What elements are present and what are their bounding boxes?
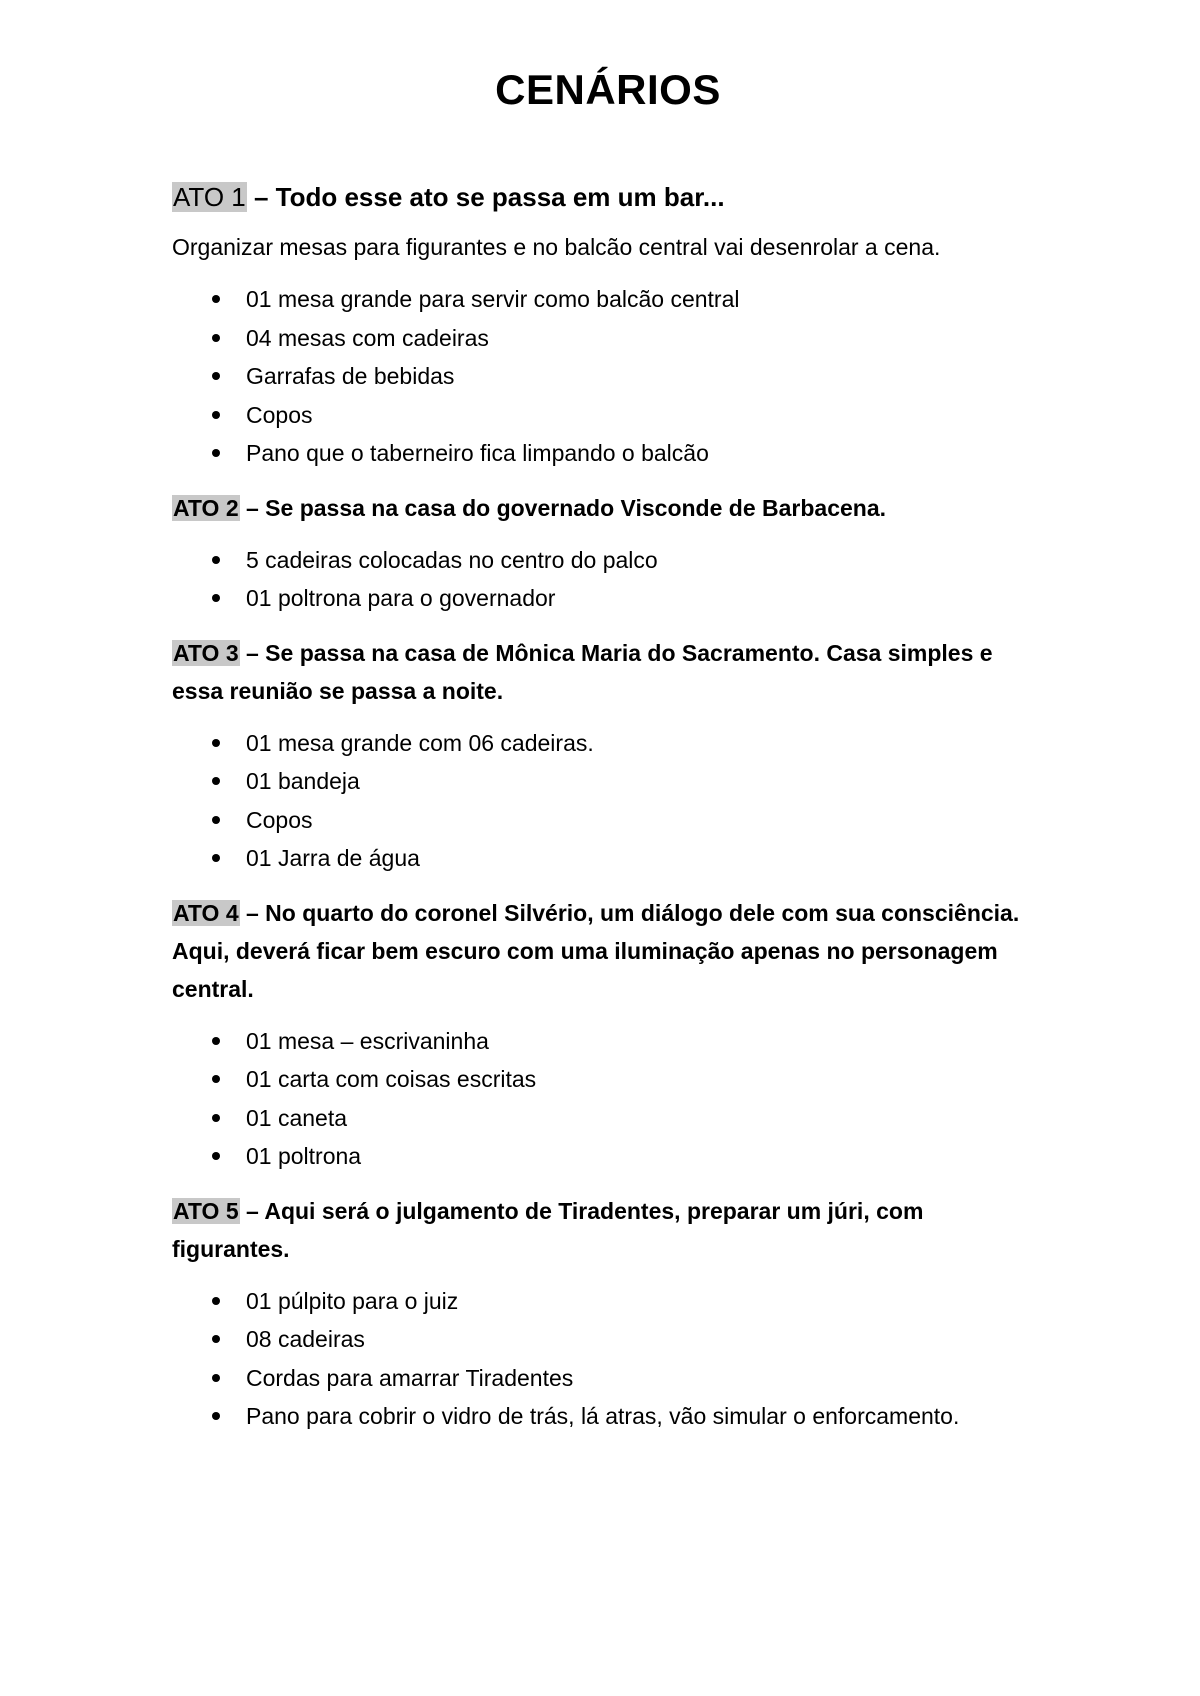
- bullet-icon: [212, 1037, 220, 1045]
- list-item: [172, 762, 1020, 801]
- act-description: – No quarto do coronel Silvério, um diálogo dele com sua consciência. Aqui, deverá ficar bem escuro com uma iluminação apenas no personagem central.: [172, 899, 1020, 1002]
- list-item-text: Copos: [246, 401, 313, 428]
- list-item: [172, 839, 1020, 878]
- prop-list: [172, 280, 1020, 473]
- list-item-text: Pano para cobrir o vidro de trás, lá atras, vão simular o enforcamento.: [246, 1403, 960, 1429]
- bullet-icon: [212, 1075, 220, 1083]
- act-description: – Se passa na casa do governado Visconde de Barbacena.: [239, 494, 887, 521]
- list-item: [172, 1060, 1020, 1099]
- bullet-icon: [212, 556, 220, 564]
- act-2-section: [172, 489, 1020, 618]
- list-item: [172, 1022, 1020, 1061]
- list-item: [172, 801, 1020, 840]
- bullet-icon: [212, 1114, 220, 1122]
- bullet-icon: [212, 854, 220, 862]
- list-item-text: 01 poltrona para o governador: [246, 585, 556, 611]
- list-item: [172, 434, 1020, 473]
- bullet-icon: [212, 411, 220, 419]
- bullet-icon: [212, 739, 220, 747]
- bullet-icon: [212, 295, 220, 303]
- act-heading: [172, 489, 1020, 527]
- bullet-icon: [212, 816, 220, 824]
- list-item: [172, 1099, 1020, 1138]
- bullet-icon: [212, 372, 220, 380]
- list-item: [172, 396, 1020, 435]
- bullet-icon: [212, 1297, 220, 1305]
- list-item: [172, 1359, 1020, 1398]
- list-item: [172, 280, 1020, 319]
- list-item: [172, 319, 1020, 358]
- act-heading: [172, 634, 1020, 710]
- list-item: [172, 541, 1020, 580]
- list-item-text: 01 púlpito para o juiz: [246, 1287, 459, 1314]
- list-item-text: 01 poltrona: [246, 1143, 362, 1169]
- act-1-section: [172, 178, 1020, 473]
- list-item-text: 08 cadeiras: [246, 1326, 365, 1352]
- bullet-icon: [212, 1412, 220, 1420]
- prop-list: [172, 1282, 1020, 1436]
- bullet-icon: [212, 594, 220, 602]
- act-label: ATO 3: [173, 639, 239, 666]
- act-label: ATO 4: [173, 899, 239, 926]
- list-item: [172, 1397, 1020, 1436]
- list-item: [172, 1320, 1020, 1359]
- list-item-text: 01 Jarra de água: [246, 845, 420, 871]
- list-item-text: 01 mesa grande com 06 cadeiras.: [246, 729, 594, 756]
- list-item: [172, 1282, 1020, 1321]
- list-item-text: 01 bandeja: [246, 768, 360, 794]
- list-item-text: 01 caneta: [246, 1104, 348, 1131]
- list-item-text: Cordas para amarrar Tiradentes: [246, 1364, 574, 1391]
- bullet-icon: [212, 1374, 220, 1382]
- list-item-text: 01 carta com coisas escritas: [246, 1066, 537, 1092]
- act-description: – Todo esse ato se passa em um bar...: [246, 182, 725, 212]
- bullet-icon: [212, 1152, 220, 1160]
- act-label: ATO 2: [173, 494, 239, 521]
- act-4-section: [172, 894, 1020, 1176]
- act-description: – Se passa na casa de Mônica Maria do Sacramento. Casa simples e essa reunião se passa a noite.: [172, 639, 993, 704]
- list-item-text: 04 mesas com cadeiras: [246, 324, 489, 351]
- act-description: – Aqui será o julgamento de Tiradentes, preparar um júri, com figurantes.: [172, 1197, 924, 1262]
- list-item: [172, 724, 1020, 763]
- prop-list: [172, 1022, 1020, 1176]
- act-intro: Organizar mesas para figurantes e no balcão central vai desenrolar a cena.: [172, 234, 941, 260]
- act-3-section: [172, 634, 1020, 878]
- list-item: [172, 1137, 1020, 1176]
- bullet-icon: [212, 449, 220, 457]
- bullet-icon: [212, 1335, 220, 1343]
- list-item-text: Copos: [246, 806, 313, 833]
- act-heading: [172, 894, 1020, 1008]
- list-item-text: Garrafas de bebidas: [246, 363, 455, 389]
- list-item-text: Pano que o taberneiro fica limpando o balcão: [246, 440, 709, 466]
- list-item-text: 01 mesa – escrivaninha: [246, 1027, 489, 1054]
- list-item-text: 5 cadeiras colocadas no centro do palco: [246, 546, 658, 573]
- prop-list: [172, 724, 1020, 878]
- act-label: ATO 5: [173, 1197, 239, 1224]
- act-heading: [172, 1192, 1020, 1268]
- page-title: CENÁRIOS: [495, 66, 721, 113]
- act-heading: [172, 178, 1020, 216]
- bullet-icon: [212, 334, 220, 342]
- prop-list: [172, 541, 1020, 618]
- list-item: [172, 357, 1020, 396]
- list-item: [172, 579, 1020, 618]
- bullet-icon: [212, 777, 220, 785]
- act-5-section: [172, 1192, 1020, 1436]
- act-label: ATO 1: [173, 182, 246, 212]
- list-item-text: 01 mesa grande para servir como balcão central: [246, 286, 740, 312]
